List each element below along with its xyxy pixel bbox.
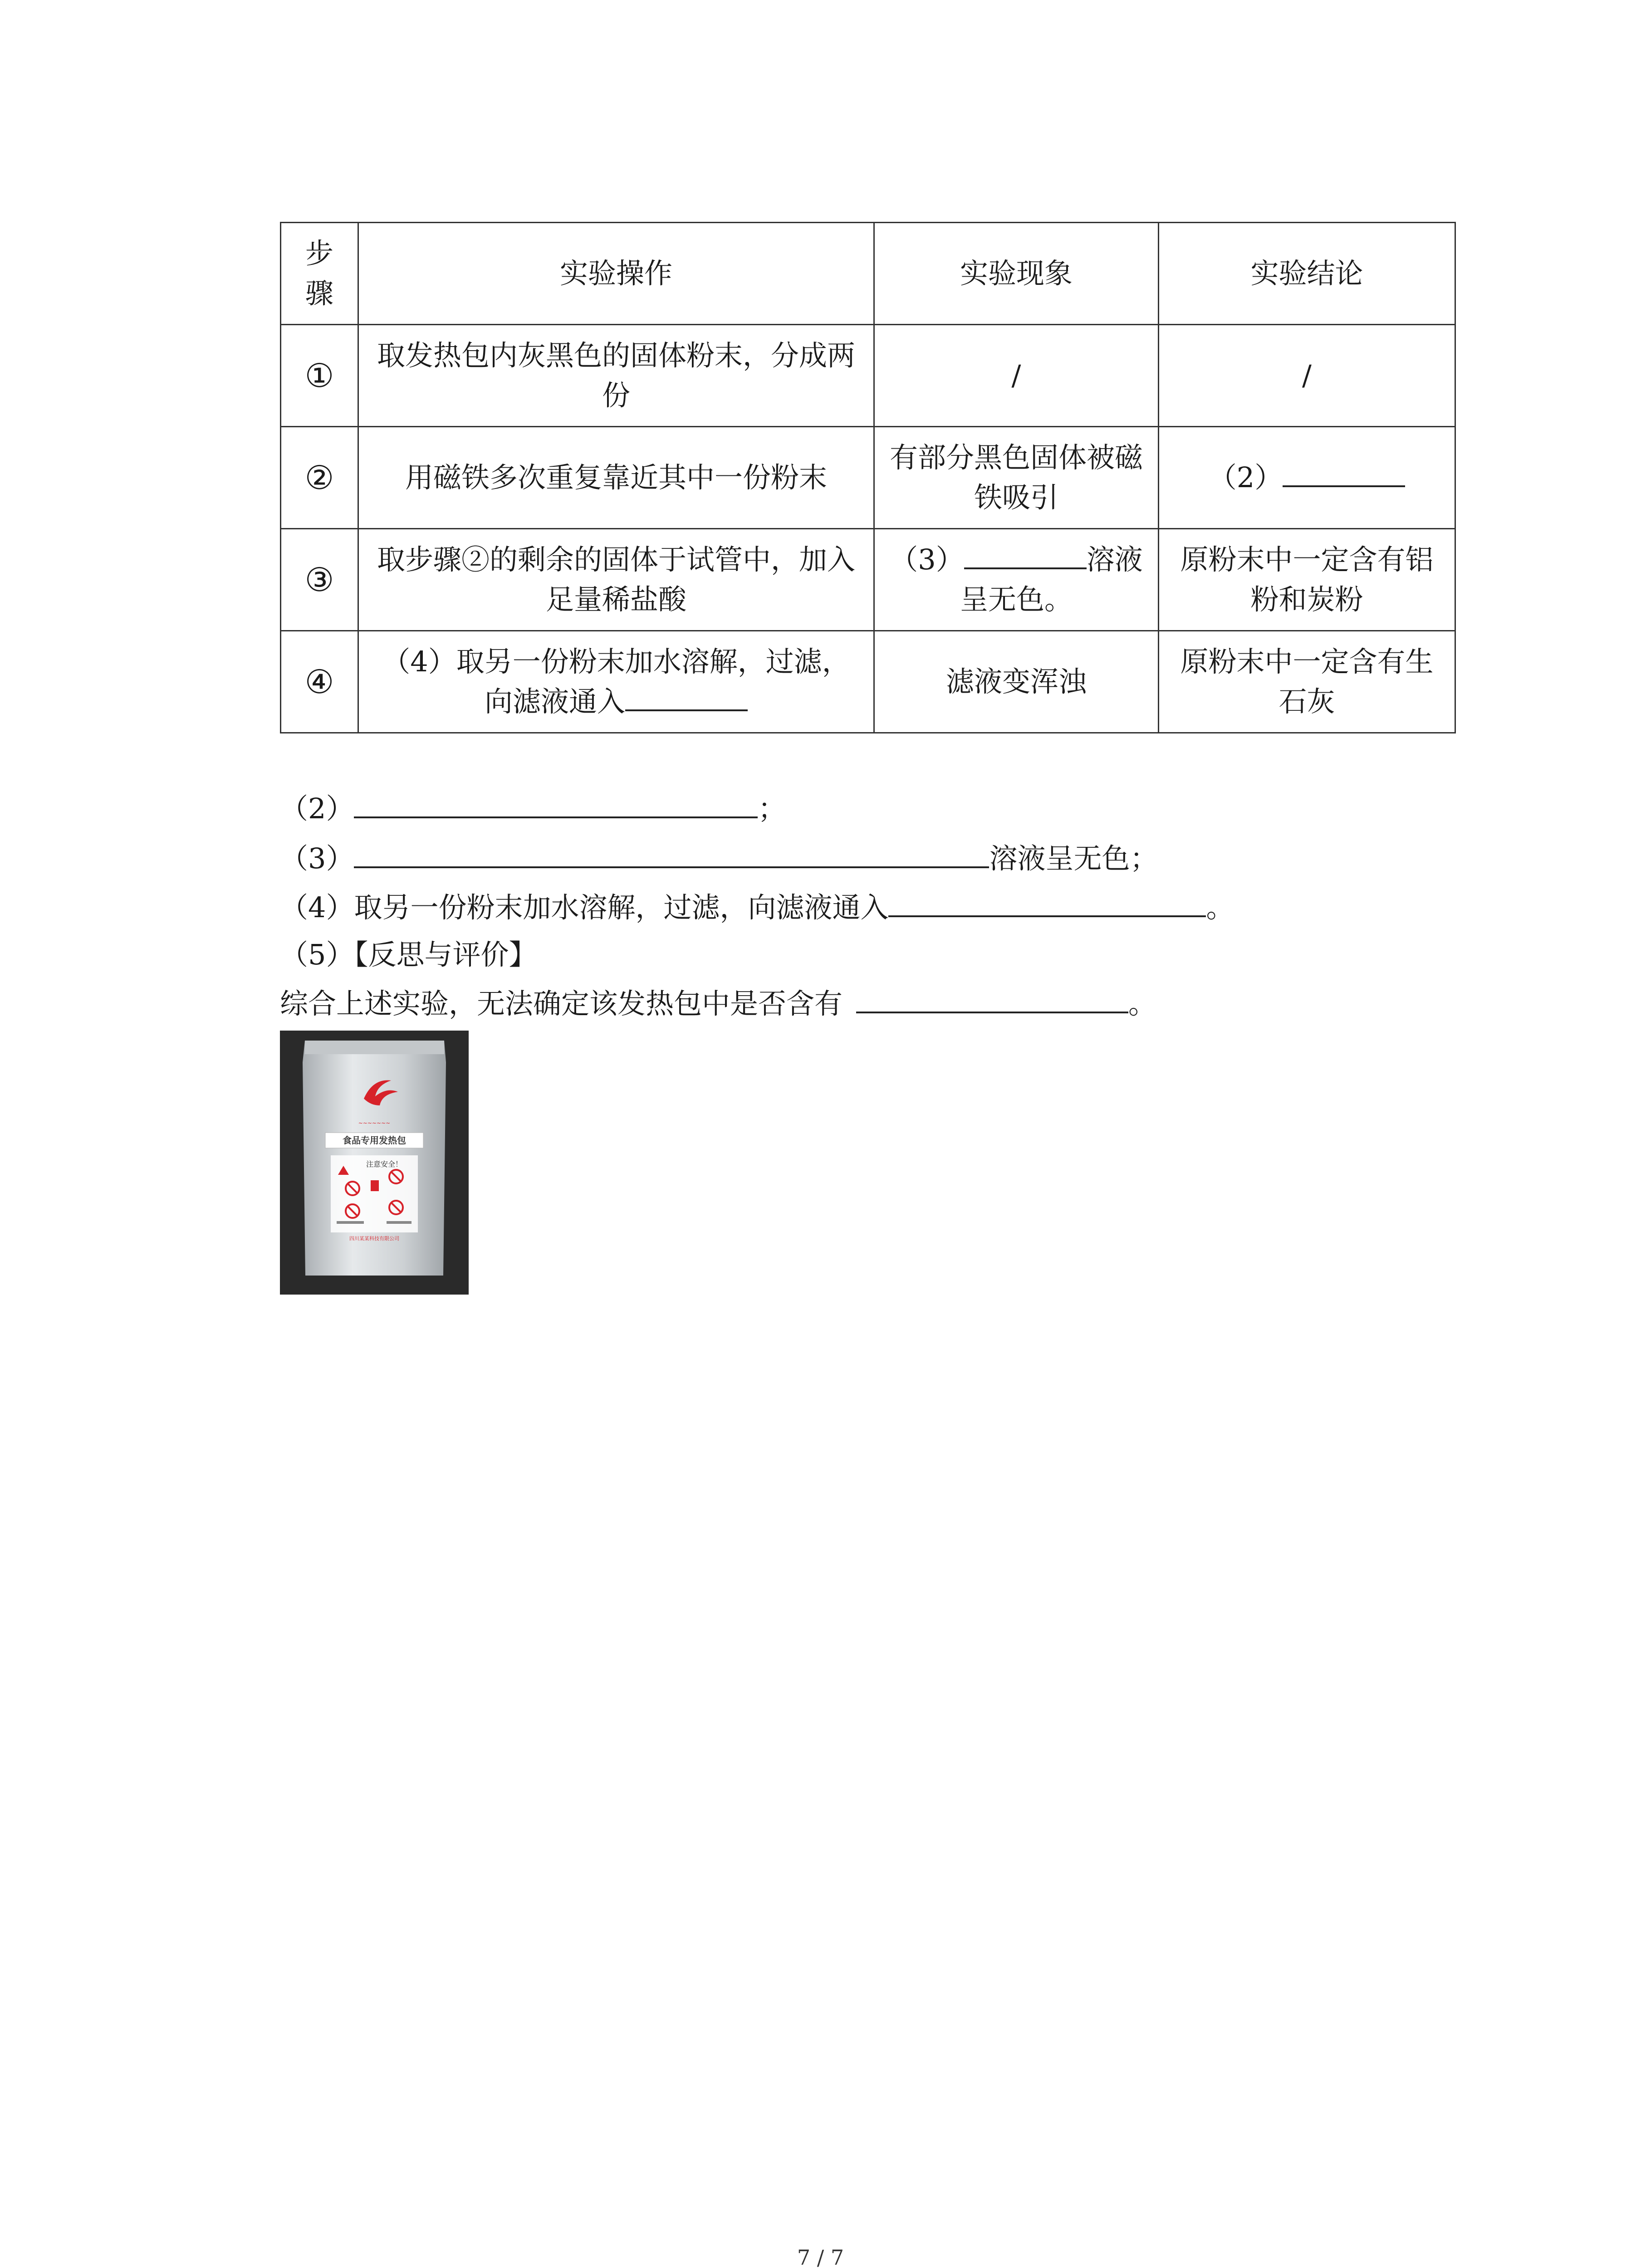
operation-cell: 用磁铁多次重复靠近其中一份粉末 bbox=[358, 427, 874, 529]
conclusion-cell: / bbox=[1159, 325, 1455, 427]
conclusion-cell: 原粉末中一定含有生石灰 bbox=[1159, 631, 1455, 733]
phenomenon-cell bbox=[874, 529, 1159, 631]
answer-blank-3[interactable] bbox=[354, 838, 989, 868]
header-conclusion: 实验结论 bbox=[1159, 223, 1455, 325]
table-row bbox=[281, 631, 1455, 733]
company-name: 四川某某科技有限公司 bbox=[349, 1236, 399, 1242]
answer-blank[interactable] bbox=[1283, 458, 1405, 487]
step-cell: ② bbox=[281, 427, 358, 529]
conclusion-cell bbox=[1159, 427, 1455, 529]
header-operation: 实验操作 bbox=[358, 223, 874, 325]
summary-text: 综合上述实验，无法确定该发热包中是否含有 bbox=[280, 987, 843, 1020]
q3-suffix: 溶液呈无色； bbox=[989, 842, 1158, 875]
bag-title: 食品专用发热包 bbox=[343, 1135, 406, 1146]
header-phenomenon: 实验现象 bbox=[874, 223, 1159, 325]
answer-line-2 bbox=[280, 786, 786, 831]
phenomenon-label: （3） bbox=[890, 543, 964, 576]
summary-blank[interactable] bbox=[856, 983, 1128, 1013]
table-row bbox=[281, 325, 1455, 427]
bag-seal bbox=[305, 1041, 444, 1054]
answer-blank-2[interactable] bbox=[354, 788, 758, 818]
phenomenon-suffix: 溶液呈无色。 bbox=[960, 543, 1143, 616]
operation-cell bbox=[358, 631, 874, 733]
answer-blank[interactable] bbox=[964, 540, 1087, 569]
table-row bbox=[281, 427, 1455, 529]
q2-label: （2） bbox=[280, 792, 354, 825]
q2-suffix: ； bbox=[758, 792, 786, 825]
q3-label: （3） bbox=[280, 842, 354, 875]
phenomenon-cell: 滤液变浑浊 bbox=[874, 631, 1159, 733]
q4-text: （4）取另一份粉末加水溶解，过滤，向滤液通入 bbox=[280, 891, 889, 924]
section-5-heading: （5）【反思与评价】 bbox=[280, 938, 537, 971]
brand-tagline: ~~~~~~~ bbox=[358, 1120, 391, 1126]
phenomenon-cell: 有部分黑色固体被磁铁吸引 bbox=[874, 427, 1159, 529]
answer-line-3 bbox=[280, 836, 1158, 881]
answer-line-4 bbox=[280, 885, 1234, 930]
answer-blank[interactable] bbox=[625, 682, 748, 711]
header-step: 步 骤 bbox=[281, 223, 358, 325]
conclusion-cell: 原粉末中一定含有铝粉和炭粉 bbox=[1159, 529, 1455, 631]
warning-text: 注意安全！ bbox=[366, 1160, 403, 1168]
operation-cell: 取步骤②的剩余的固体于试管中，加入足量稀盐酸 bbox=[358, 529, 874, 631]
operation-cell: 取发热包内灰黑色的固体粉末，分成两份 bbox=[358, 325, 874, 427]
table-header-row bbox=[281, 223, 1455, 325]
operation-text: （4）取另一份粉末加水溶解，过滤，向滤液通入 bbox=[382, 645, 850, 718]
heating-pack-photo bbox=[280, 1031, 469, 1295]
step-cell: ④ bbox=[281, 631, 358, 733]
experiment-table bbox=[280, 222, 1456, 733]
step-cell: ③ bbox=[281, 529, 358, 631]
q4-suffix: 。 bbox=[1206, 891, 1234, 924]
page-number: 7 / 7 bbox=[797, 2245, 844, 2268]
phenomenon-cell: / bbox=[874, 325, 1159, 427]
summary-suffix: 。 bbox=[1128, 987, 1157, 1020]
step-cell: ① bbox=[281, 325, 358, 427]
answer-blank-4[interactable] bbox=[888, 887, 1206, 917]
table-row bbox=[281, 529, 1455, 631]
conclusion-label: （2） bbox=[1208, 461, 1283, 494]
summary-line bbox=[280, 981, 1156, 1026]
heating-pack-illustration bbox=[280, 1031, 469, 1295]
caution-icon bbox=[371, 1180, 379, 1191]
